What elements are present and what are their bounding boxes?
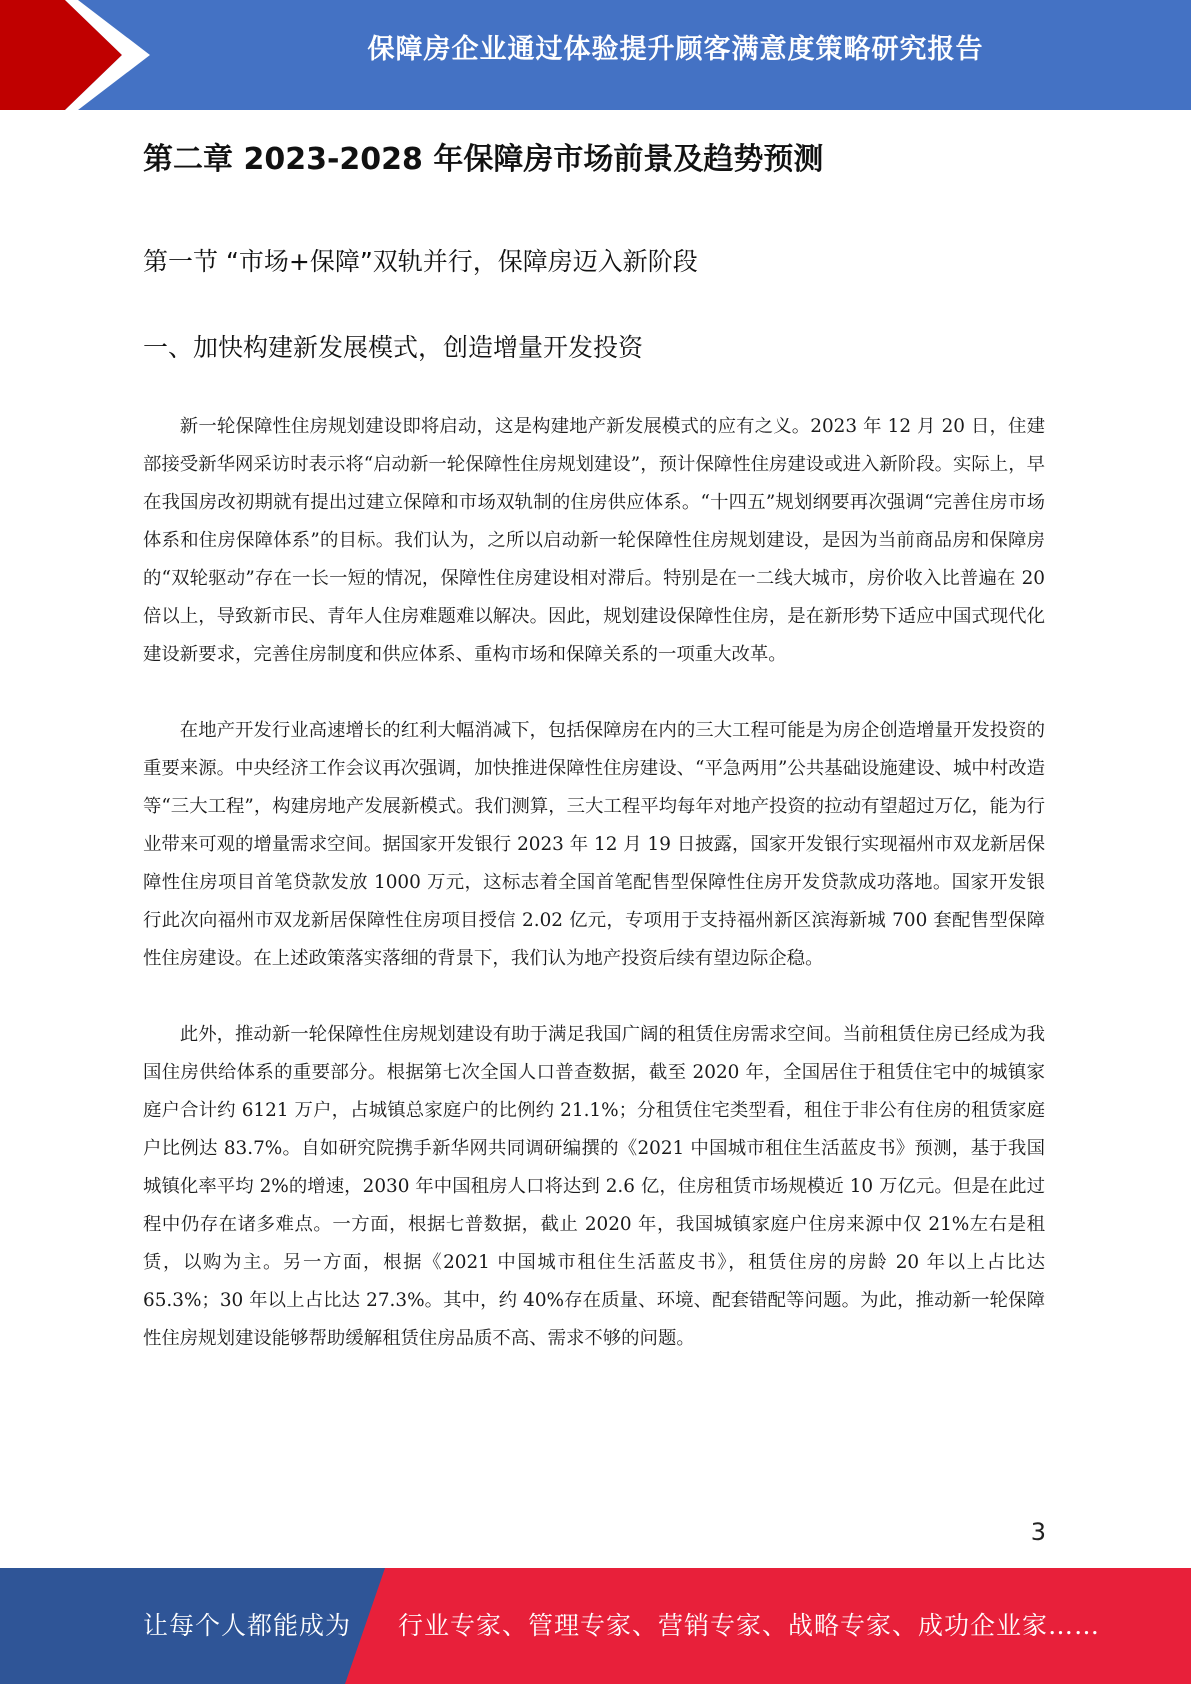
chapter-title: 第二章 2023-2028 年保障房市场前景及趋势预测: [143, 142, 824, 177]
body-paragraph: 在地产开发行业高速增长的红利大幅消减下，包括保障房在内的三大工程可能是为房企创造增量开发投资的重要来源。中央经济工作会议再次强调，加快推进保障性住房建设、“平急两用”公共基础设施建设、城中村改造等“三大工程”，构建房地产发展新模式。我们测算，三大工程平均每年对地产投资的拉动有望超过万亿，能为行业带来可观的增量需求空间。据国家开发银行 2023 年 12 月 19 日披露，国家开发银行实现福州市双龙新居保障性住房项目首笔贷款发放 1000 万元，这标志着全国首笔配售型保障性住房开发贷款成功落地。国家开发银行此次向福州市双龙新居保障性住房项目授信 2.02 亿元，专项用于支持福州新区滨海新城 700 套配售型保障性住房建设。在上述政策落实落细的背景下，我们认为地产投资后续有望边际企稳。: [143, 720, 1045, 969]
page-content: [143, 130, 1045, 1358]
subsection-title: 一、加快构建新发展模式，创造增量开发投资: [143, 333, 644, 362]
report-title: 保障房企业通过体验提升顾客满意度策略研究报告: [367, 34, 984, 65]
body-paragraph: 新一轮保障性住房规划建设即将启动，这是构建地产新发展模式的应有之义。2023 年 12 月 20 日，住建部接受新华网采访时表示将“启动新一轮保障性住房规划建设”，预计保障性住房建设或进入新阶段。实际上，早在我国房改初期就有提出过建立保障和市场双轨制的住房供应体系。“十四五”规划纲要再次强调“完善住房市场体系和住房保障体系”的目标。我们认为，之所以启动新一轮保障性住房规划建设，是因为当前商品房和保障房的“双轮驱动”存在一长一短的情况，保障性住房建设相对滞后。特别是在一二线大城市，房价收入比普遍在 20 倍以上，导致新市民、青年人住房难题难以解决。因此，规划建设保障性住房，是在新形势下适应中国式现代化建设新要求，完善住房制度和供应体系、重构市场和保障关系的一项重大改革。: [143, 416, 1045, 665]
body-paragraph: 此外，推动新一轮保障性住房规划建设有助于满足我国广阔的租赁住房需求空间。当前租赁住房已经成为我国住房供给体系的重要部分。根据第七次全国人口普查数据，截至 2020 年，全国居住于租赁住宅中的城镇家庭户合计约 6121 万户，占城镇总家庭户的比例约 21.1%；分租赁住宅类型看，租住于非公有住房的租赁家庭户比例达 83.7%。自如研究院携手新华网共同调研编撰的《2021 中国城市租住生活蓝皮书》预测，基于我国城镇化率平均 2%的增速，2030 年中国租房人口将达到 2.6 亿，住房租赁市场规模近 10 万亿元。但是在此过程中仍存在诸多难点。一方面，根据七普数据，截止 2020 年，我国城镇家庭户住房来源中仅 21%左右是租赁，以购为主。另一方面，根据《2021 中国城市租住生活蓝皮书》，租赁住房的房龄 20 年以上占比达 65.3%；30 年以上占比达 27.3%。其中，约 40%存在质量、环境、配套错配等问题。为此，推动新一轮保障性住房规划建设能够帮助缓解租赁住房品质不高、需求不够的问题。: [143, 1024, 1045, 1349]
footer-slogan-left: 让每个人都能成为: [143, 1611, 352, 1640]
page-footer: [0, 1568, 1191, 1684]
section-title: 第一节 “市场+保障”双轨并行，保障房迈入新阶段: [143, 247, 698, 276]
page-number: 3: [1030, 1518, 1046, 1546]
header-chevron-icon: [0, 0, 150, 110]
page-header: [0, 0, 1191, 110]
footer-slogan-right: 行业专家、管理专家、营销专家、战略专家、成功企业家……: [398, 1611, 1101, 1640]
